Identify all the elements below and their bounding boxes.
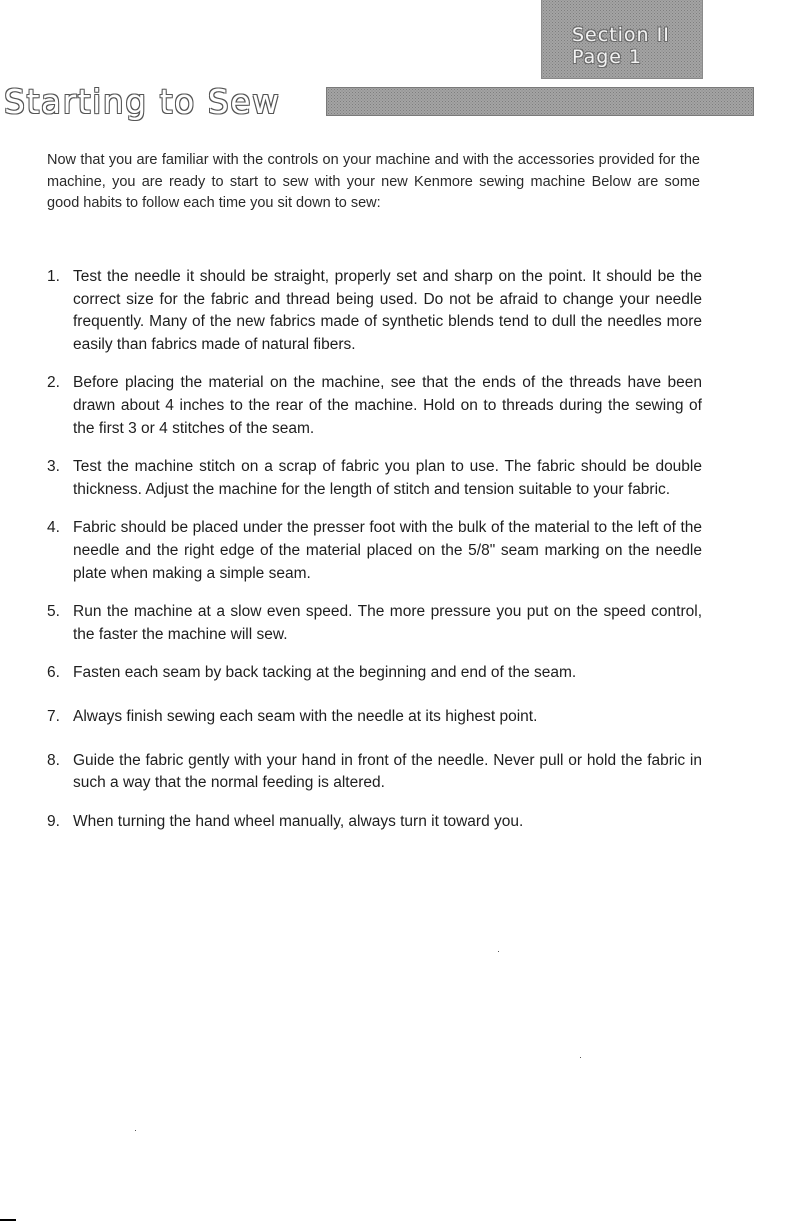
- page-title: Starting to Sew: [4, 82, 281, 121]
- list-item: [47, 811, 702, 834]
- intro-paragraph: Now that you are familiar with the controls on your machine and with the accessories provided for the machine, you are ready to start to sew with your new Kenmore sewing machine Below are some good habits to follow each time you sit down to sew:: [47, 152, 700, 211]
- step-text: Guide the fabric gently with your hand in front of the needle. Never pull or hold the fabric in such a way that the normal feeding is altered.: [73, 751, 702, 792]
- step-text: Fasten each seam by back tacking at the beginning and end of the seam.: [73, 664, 577, 682]
- list-item: [47, 372, 702, 440]
- step-text: Run the machine at a slow even speed. The more pressure you put on the speed control, the faster the machine will sew.: [73, 603, 702, 643]
- step-number: 8.: [47, 751, 60, 769]
- list-item: [47, 601, 702, 646]
- step-number: 7.: [47, 707, 60, 725]
- scan-speck: [498, 951, 499, 952]
- list-item: [47, 456, 702, 501]
- scan-speck: [580, 1057, 581, 1058]
- step-text: Test the needle it should be straight, properly set and sharp on the point. It should be the correct size for the fabric and thread being used. Do not be afraid to change your needle frequently. Many of the new fabrics made of synthetic blends tend to dull the needles more easily than fabrics made of natural fibers.: [73, 268, 702, 353]
- step-number: 1.: [47, 268, 60, 285]
- corner-rule: [0, 1219, 16, 1221]
- step-text: Always finish sewing each seam with the needle at its highest point.: [73, 707, 538, 725]
- steps-list: [47, 266, 702, 833]
- step-text: When turning the hand wheel manually, always turn it toward you.: [73, 812, 524, 830]
- step-text: Before placing the material on the machine, see that the ends of the threads have been drawn about 4 inches to the rear of the machine. Hold on to threads during the sewing of the first 3 or 4 stitches of the seam.: [73, 374, 702, 437]
- step-number: 3.: [47, 458, 60, 476]
- scan-speck: [135, 1130, 136, 1131]
- step-text: Test the machine stitch on a scrap of fabric you plan to use. The fabric should be double thickness. Adjust the machine for the length of stitch and tension suitable to your fabric.: [73, 458, 702, 498]
- title-bar-decoration: [326, 87, 754, 116]
- step-number: 6.: [47, 664, 60, 682]
- step-number: 5.: [47, 603, 60, 621]
- list-item: [47, 266, 702, 356]
- page-label: Page 1: [572, 46, 643, 68]
- list-item: [47, 750, 702, 795]
- list-item: [47, 706, 702, 729]
- step-text: Fabric should be placed under the presser foot with the bulk of the material to the left of the needle and the right edge of the material placed on the 5/8" seam marking on the needle plate when making a simple seam.: [73, 519, 702, 582]
- list-item: [47, 662, 702, 685]
- step-number: 2.: [47, 374, 60, 392]
- section-label: Section II: [572, 24, 670, 46]
- list-item: [47, 517, 702, 585]
- step-number: 4.: [47, 519, 60, 537]
- step-number: 9.: [47, 812, 60, 830]
- section-tab: [541, 0, 703, 79]
